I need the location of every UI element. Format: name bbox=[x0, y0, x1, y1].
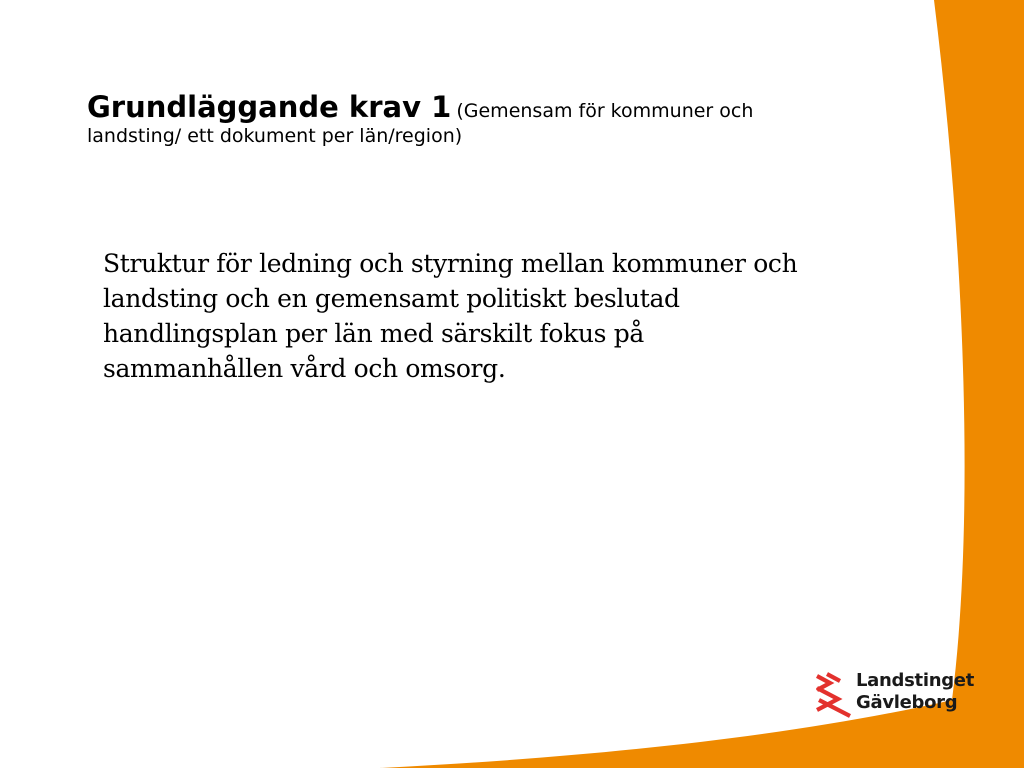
logo-mark-icon bbox=[816, 672, 852, 718]
slide-title bbox=[87, 90, 907, 149]
logo-text bbox=[856, 670, 974, 714]
logo-text-line2: Gävleborg bbox=[856, 692, 958, 713]
landstinget-gavleborg-logo bbox=[816, 670, 986, 722]
title-subtitle-part1: (Gemensam för kommuner och bbox=[456, 100, 754, 122]
body-paragraph: Struktur för ledning och styrning mellan kommuner och landsting och en gemensamt politiskt beslutad handlingsplan per län med särskilt fokus på sammanhållen vård och omsorg. bbox=[103, 249, 798, 383]
title-subtitle-part2: landsting/ ett dokument per län/region) bbox=[87, 125, 463, 148]
title-main: Grundläggande krav 1 bbox=[87, 90, 452, 124]
logo-text-line1: Landstinget bbox=[856, 670, 975, 691]
